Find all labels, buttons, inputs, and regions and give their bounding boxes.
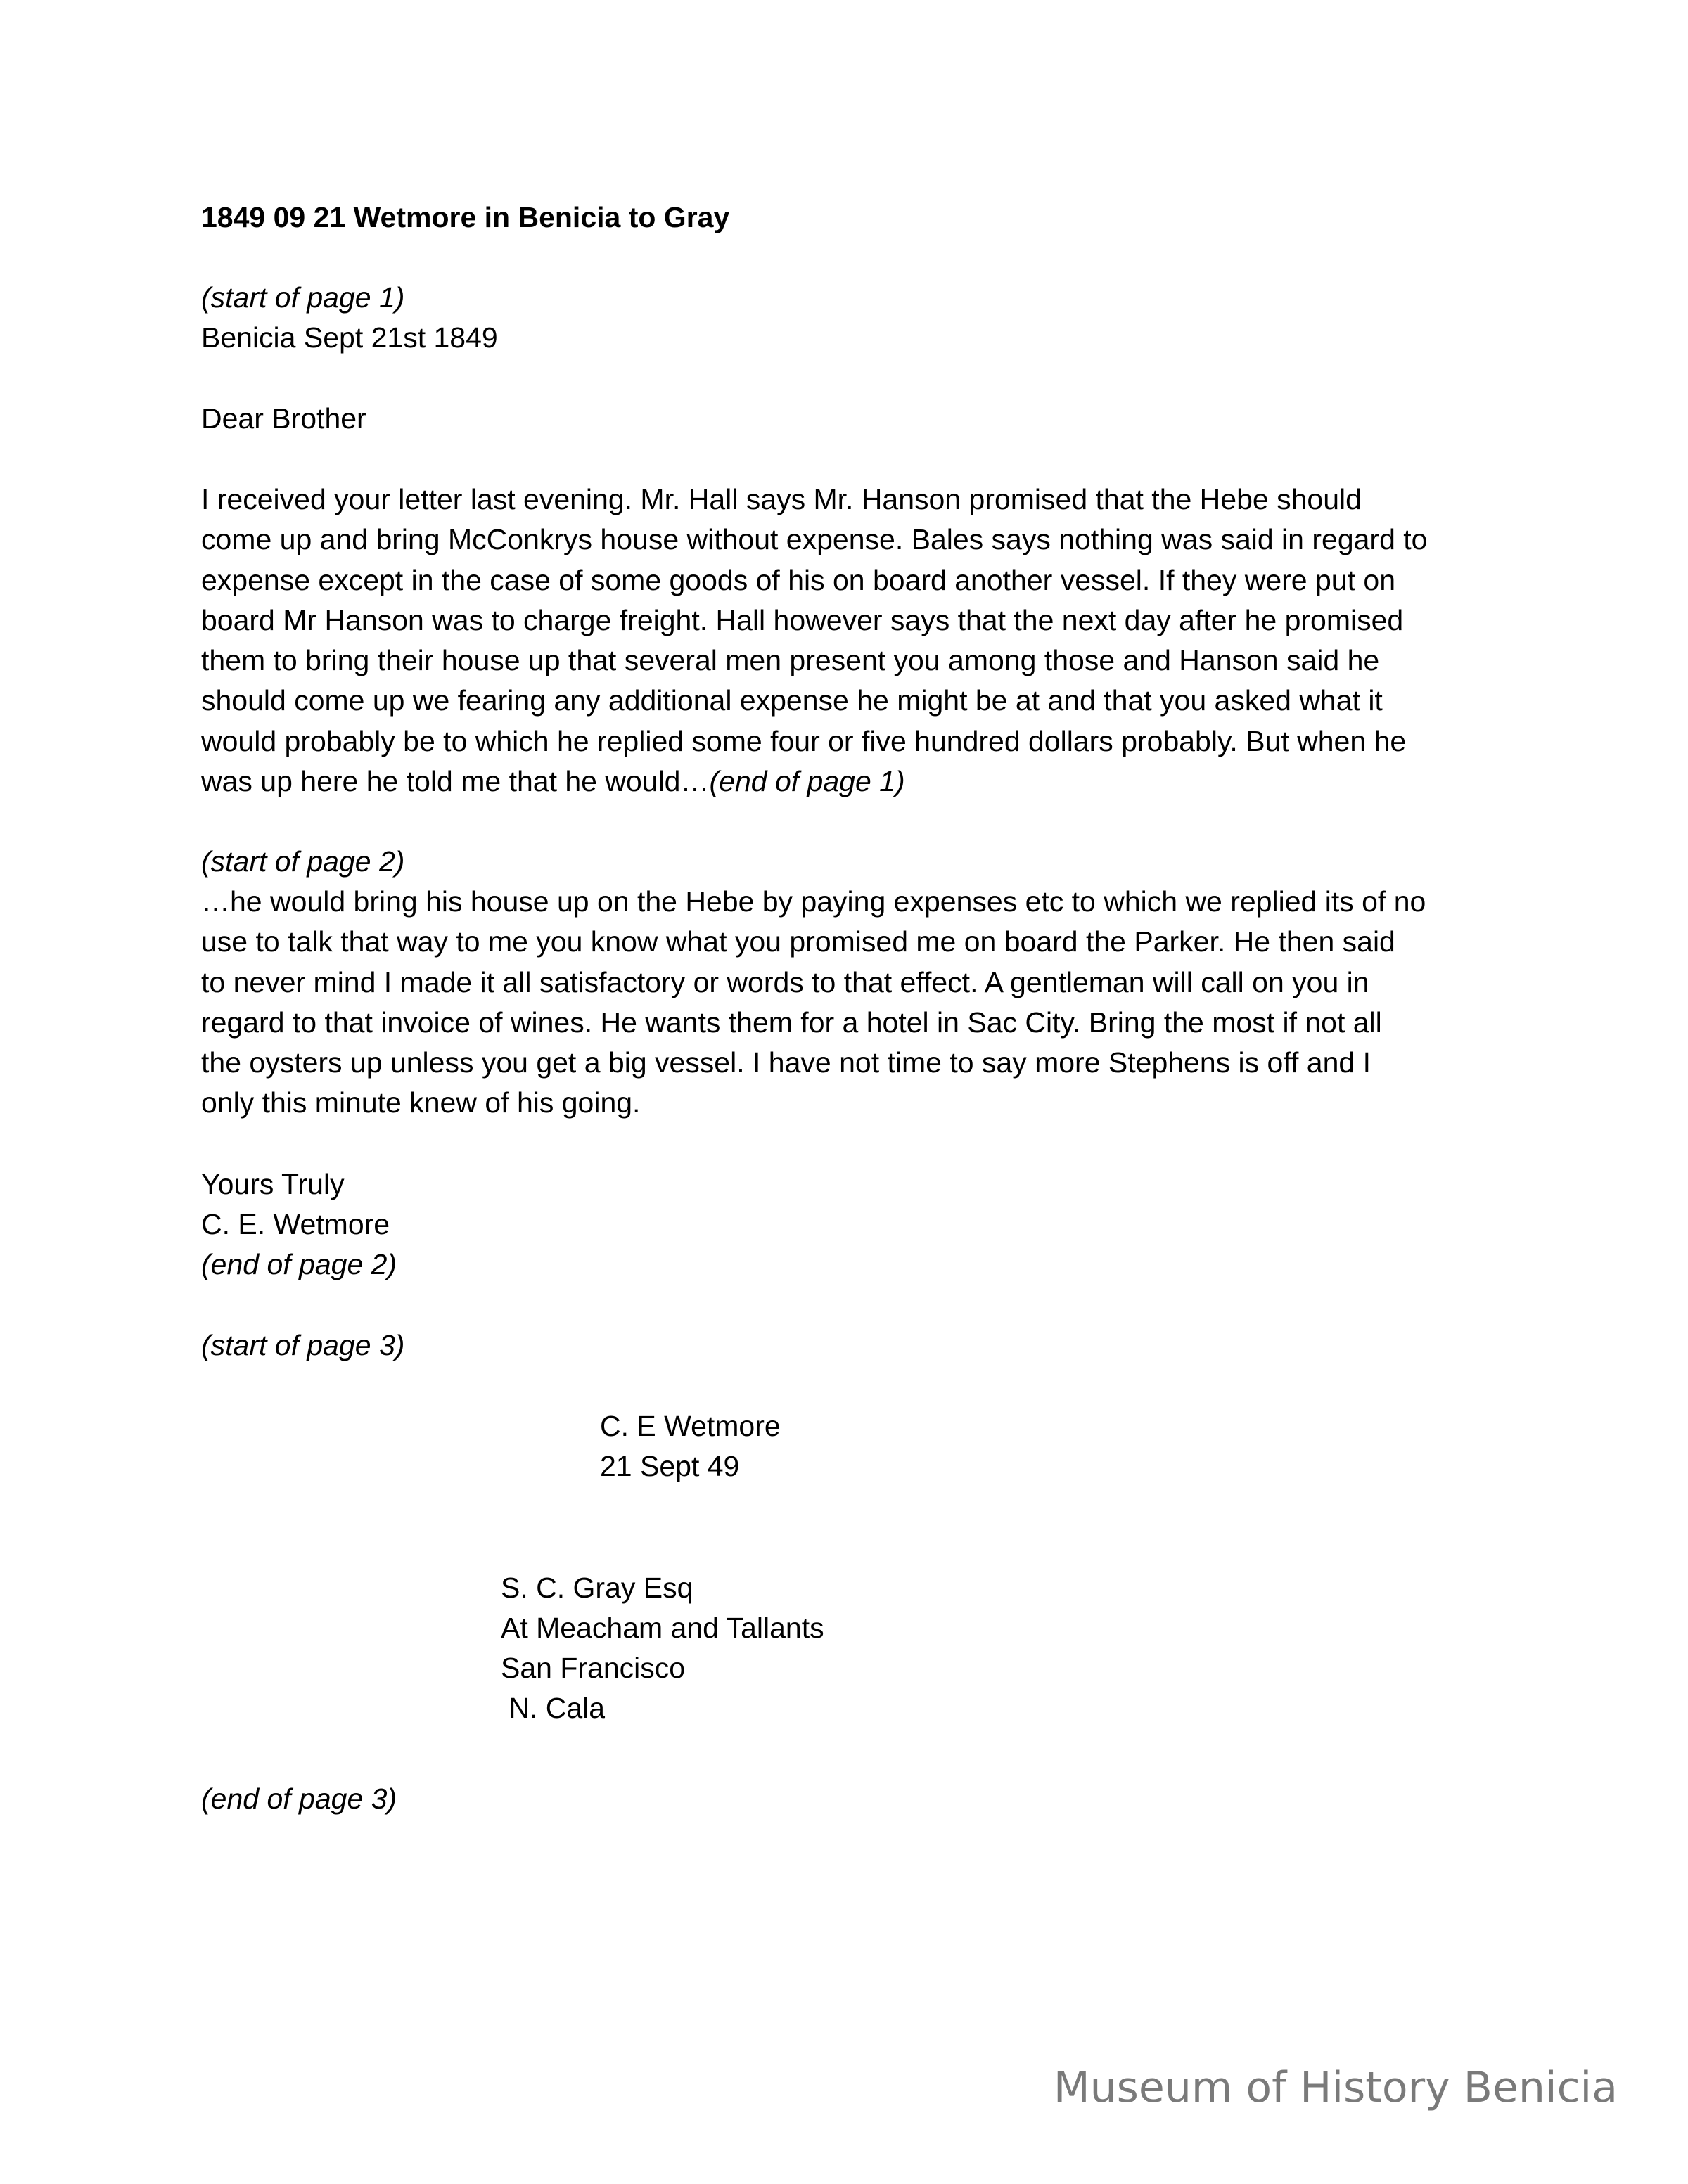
address-line: San Francisco	[501, 1652, 686, 1684]
address-line: S. C. Gray Esq	[501, 1572, 693, 1604]
page2-paragraph-line: the oysters up unless you get a big vessel. I have not time to say more Stephens is off and I	[201, 1046, 1371, 1079]
page1-paragraph	[201, 480, 1509, 802]
page2-paragraph-line: …he would bring his house up on the Hebe by paying expenses etc to which we replied its of no	[201, 885, 1426, 918]
page2-end-marker: (end of page 2)	[201, 1248, 397, 1280]
page1-paragraph-line: would probably be to which he replied some four or five hundred dollars probably. But when he	[201, 724, 1407, 757]
page1-paragraph-line: expense except in the case of some goods of his on board another vessel. If they were put on	[201, 563, 1395, 596]
address-line: N. Cala	[501, 1692, 606, 1724]
signature: C. E. Wetmore	[201, 1208, 390, 1240]
page3-start-marker: (start of page 3)	[201, 1329, 405, 1361]
docket-date: 21 Sept 49	[600, 1450, 740, 1482]
salutation: Dear Brother	[201, 402, 366, 435]
page1-end-marker: (end of page 1)	[709, 765, 905, 798]
page3-end-marker: (end of page 3)	[201, 1782, 397, 1815]
page1-paragraph-line: should come up we fearing any additional expense he might be at and that you asked what it	[201, 684, 1383, 717]
dateline: Benicia Sept 21st 1849	[201, 321, 498, 354]
page1-paragraph-line: them to bring their house up that several men present you among those and Hanson said he	[201, 644, 1380, 677]
address-line: At Meacham and Tallants	[501, 1612, 824, 1644]
page1-paragraph-line: I received your letter last evening. Mr. Hall says Mr. Hanson promised that the Hebe should	[201, 483, 1362, 515]
page2-paragraph-line: to never mind I made it all satisfactory or words to that effect. A gentleman will call on you in	[201, 965, 1369, 998]
page2-paragraph-line: only this minute knew of his going.	[201, 1086, 641, 1119]
page2-paragraph-line: regard to that invoice of wines. He wants them for a hotel in Sac City. Bring the most if not all	[201, 1006, 1382, 1039]
page2-start-marker: (start of page 2)	[201, 845, 405, 878]
document-title: 1849 09 21 Wetmore in Benicia to Gray	[201, 201, 730, 233]
page1-paragraph-line: board Mr Hanson was to charge freight. Hall however says that the next day after he promised	[201, 603, 1404, 636]
page1-last-line-text: was up here he told me that he would…	[201, 765, 710, 798]
page1-start-marker: (start of page 1)	[201, 281, 405, 314]
page1-paragraph-last-line	[201, 762, 1509, 802]
closing: Yours Truly	[201, 1168, 345, 1200]
page2-paragraph	[201, 882, 1509, 1124]
museum-watermark: Museum of History Benicia	[1053, 2063, 1618, 2112]
docket-name: C. E Wetmore	[600, 1410, 781, 1442]
page2-paragraph-line: use to talk that way to me you know what you promised me on board the Parker. He then said	[201, 925, 1395, 958]
page1-paragraph-line: come up and bring McConkrys house without expense. Bales says nothing was said in regard to	[201, 523, 1428, 556]
